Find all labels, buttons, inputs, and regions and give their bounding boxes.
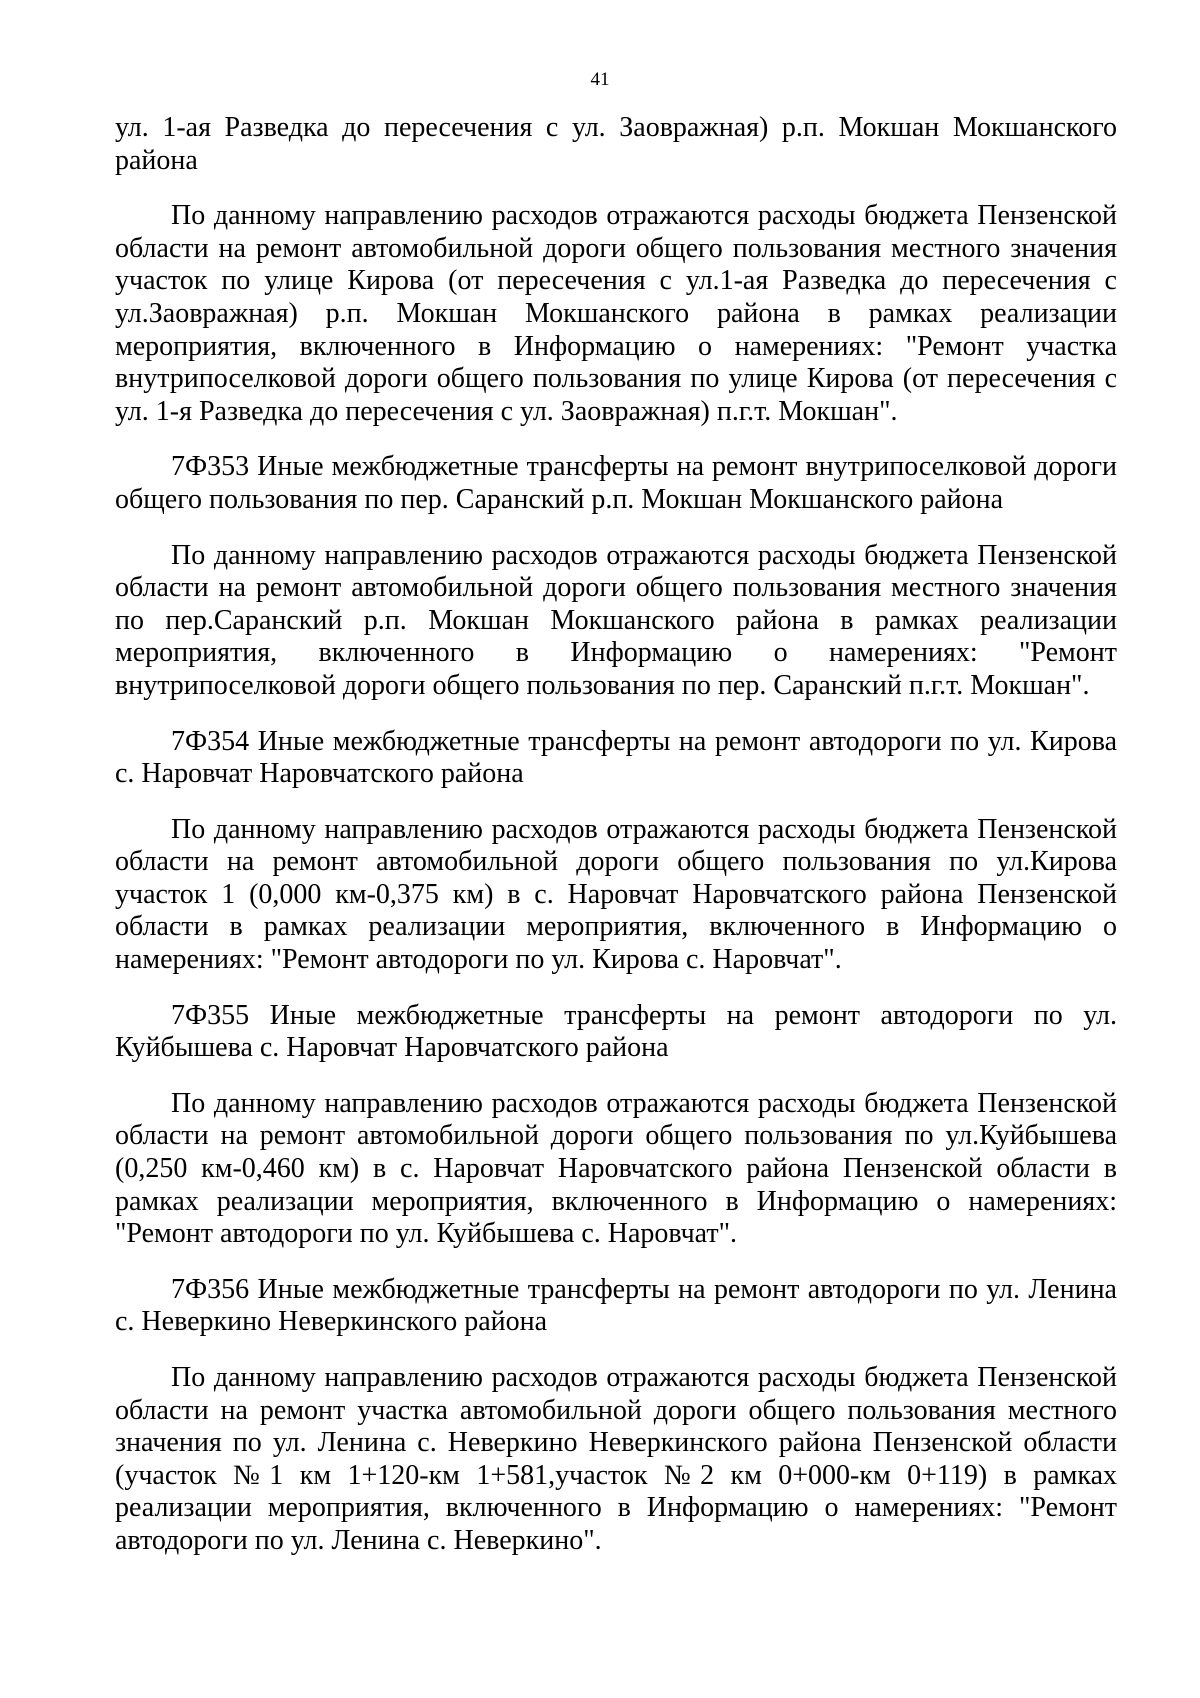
paragraph-description-7f356: По данному направлению расходов отражаются расходы бюджета Пензенской области на ремонт участка автомобильной дороги общего пользования местного значения по ул. Ленина с. Неверкино Неверкинского района Пензенской области (участок №1 км 1+120-км 1+581,участок №2 км 0+000-км 0+119) в рамках реализации мероприятия, включенного в Информацию о намерениях: "Ремонт автодороги по ул. Ленина с. Неверкино". <box>115 1362 1117 1556</box>
paragraph-title-7f355: 7Ф355 Иные межбюджетные трансферты на ремонт автодороги по ул. Куйбышева с. Наровчат Наровчатского района <box>115 999 1117 1064</box>
paragraph-title-7f356: 7Ф356 Иные межбюджетные трансферты на ремонт автодороги по ул. Ленина с. Неверкино Неверкинского района <box>115 1273 1117 1338</box>
paragraph-description-7f353: По данному направлению расходов отражаются расходы бюджета Пензенской области на ремонт автомобильной дороги общего пользования местного значения по пер.Саранский р.п. Мокшан Мокшанского района в рамках реализации мероприятия, включенного в Информацию о намерениях: "Ремонт внутрипоселковой дороги общего пользования по пер. Саранский п.г.т. Мокшан". <box>115 539 1117 701</box>
paragraph-description-kirova-mokshan: По данному направлению расходов отражаются расходы бюджета Пензенской области на ремонт автомобильной дороги общего пользования местного значения участок по улице Кирова (от пересечения с ул.1-ая Разведка до пересечения с ул.Заовражная) р.п. Мокшан Мокшанского района в рамках реализации мероприятия, включенного в Информацию о намерениях: "Ремонт участка внутрипоселковой дороги общего пользования по улице Кирова (от пересечения с ул. 1-я Разведка до пересечения с ул. Заовражная) п.г.т. Мокшан". <box>115 200 1117 427</box>
paragraph-continuation-road-title: ул. 1-ая Разведка до пересечения с ул. Заовражная) р.п. Мокшан Мокшанского района <box>115 112 1117 176</box>
paragraph-title-7f354: 7Ф354 Иные межбюджетные трансферты на ремонт автодороги по ул. Кирова с. Наровчат Наровчатского района <box>115 725 1117 790</box>
paragraph-title-7f353: 7Ф353 Иные межбюджетные трансферты на ремонт внутрипоселковой дороги общего пользования по пер. Саранский р.п. Мокшан Мокшанского района <box>115 451 1117 515</box>
document-body <box>115 112 1117 1558</box>
paragraph-description-7f355: По данному направлению расходов отражаются расходы бюджета Пензенской области на ремонт автомобильной дороги общего пользования по ул.Куйбышева (0,250 км-0,460 км) в с. Наровчат Наровчатского района Пензенской области в рамках реализации мероприятия, включенного в Информацию о намерениях: "Ремонт автодороги по ул. Куйбышева с. Наровчат". <box>115 1087 1117 1250</box>
paragraph-description-7f354: По данному направлению расходов отражаются расходы бюджета Пензенской области на ремонт автомобильной дороги общего пользования по ул.Кирова участок 1 (0,000 км-0,375 км) в с. Наровчат Наровчатского района Пензенской области в рамках реализации мероприятия, включенного в Информацию о намерениях: "Ремонт автодороги по ул. Кирова с. Наровчат". <box>115 813 1117 976</box>
page-number: 41 <box>590 69 610 90</box>
